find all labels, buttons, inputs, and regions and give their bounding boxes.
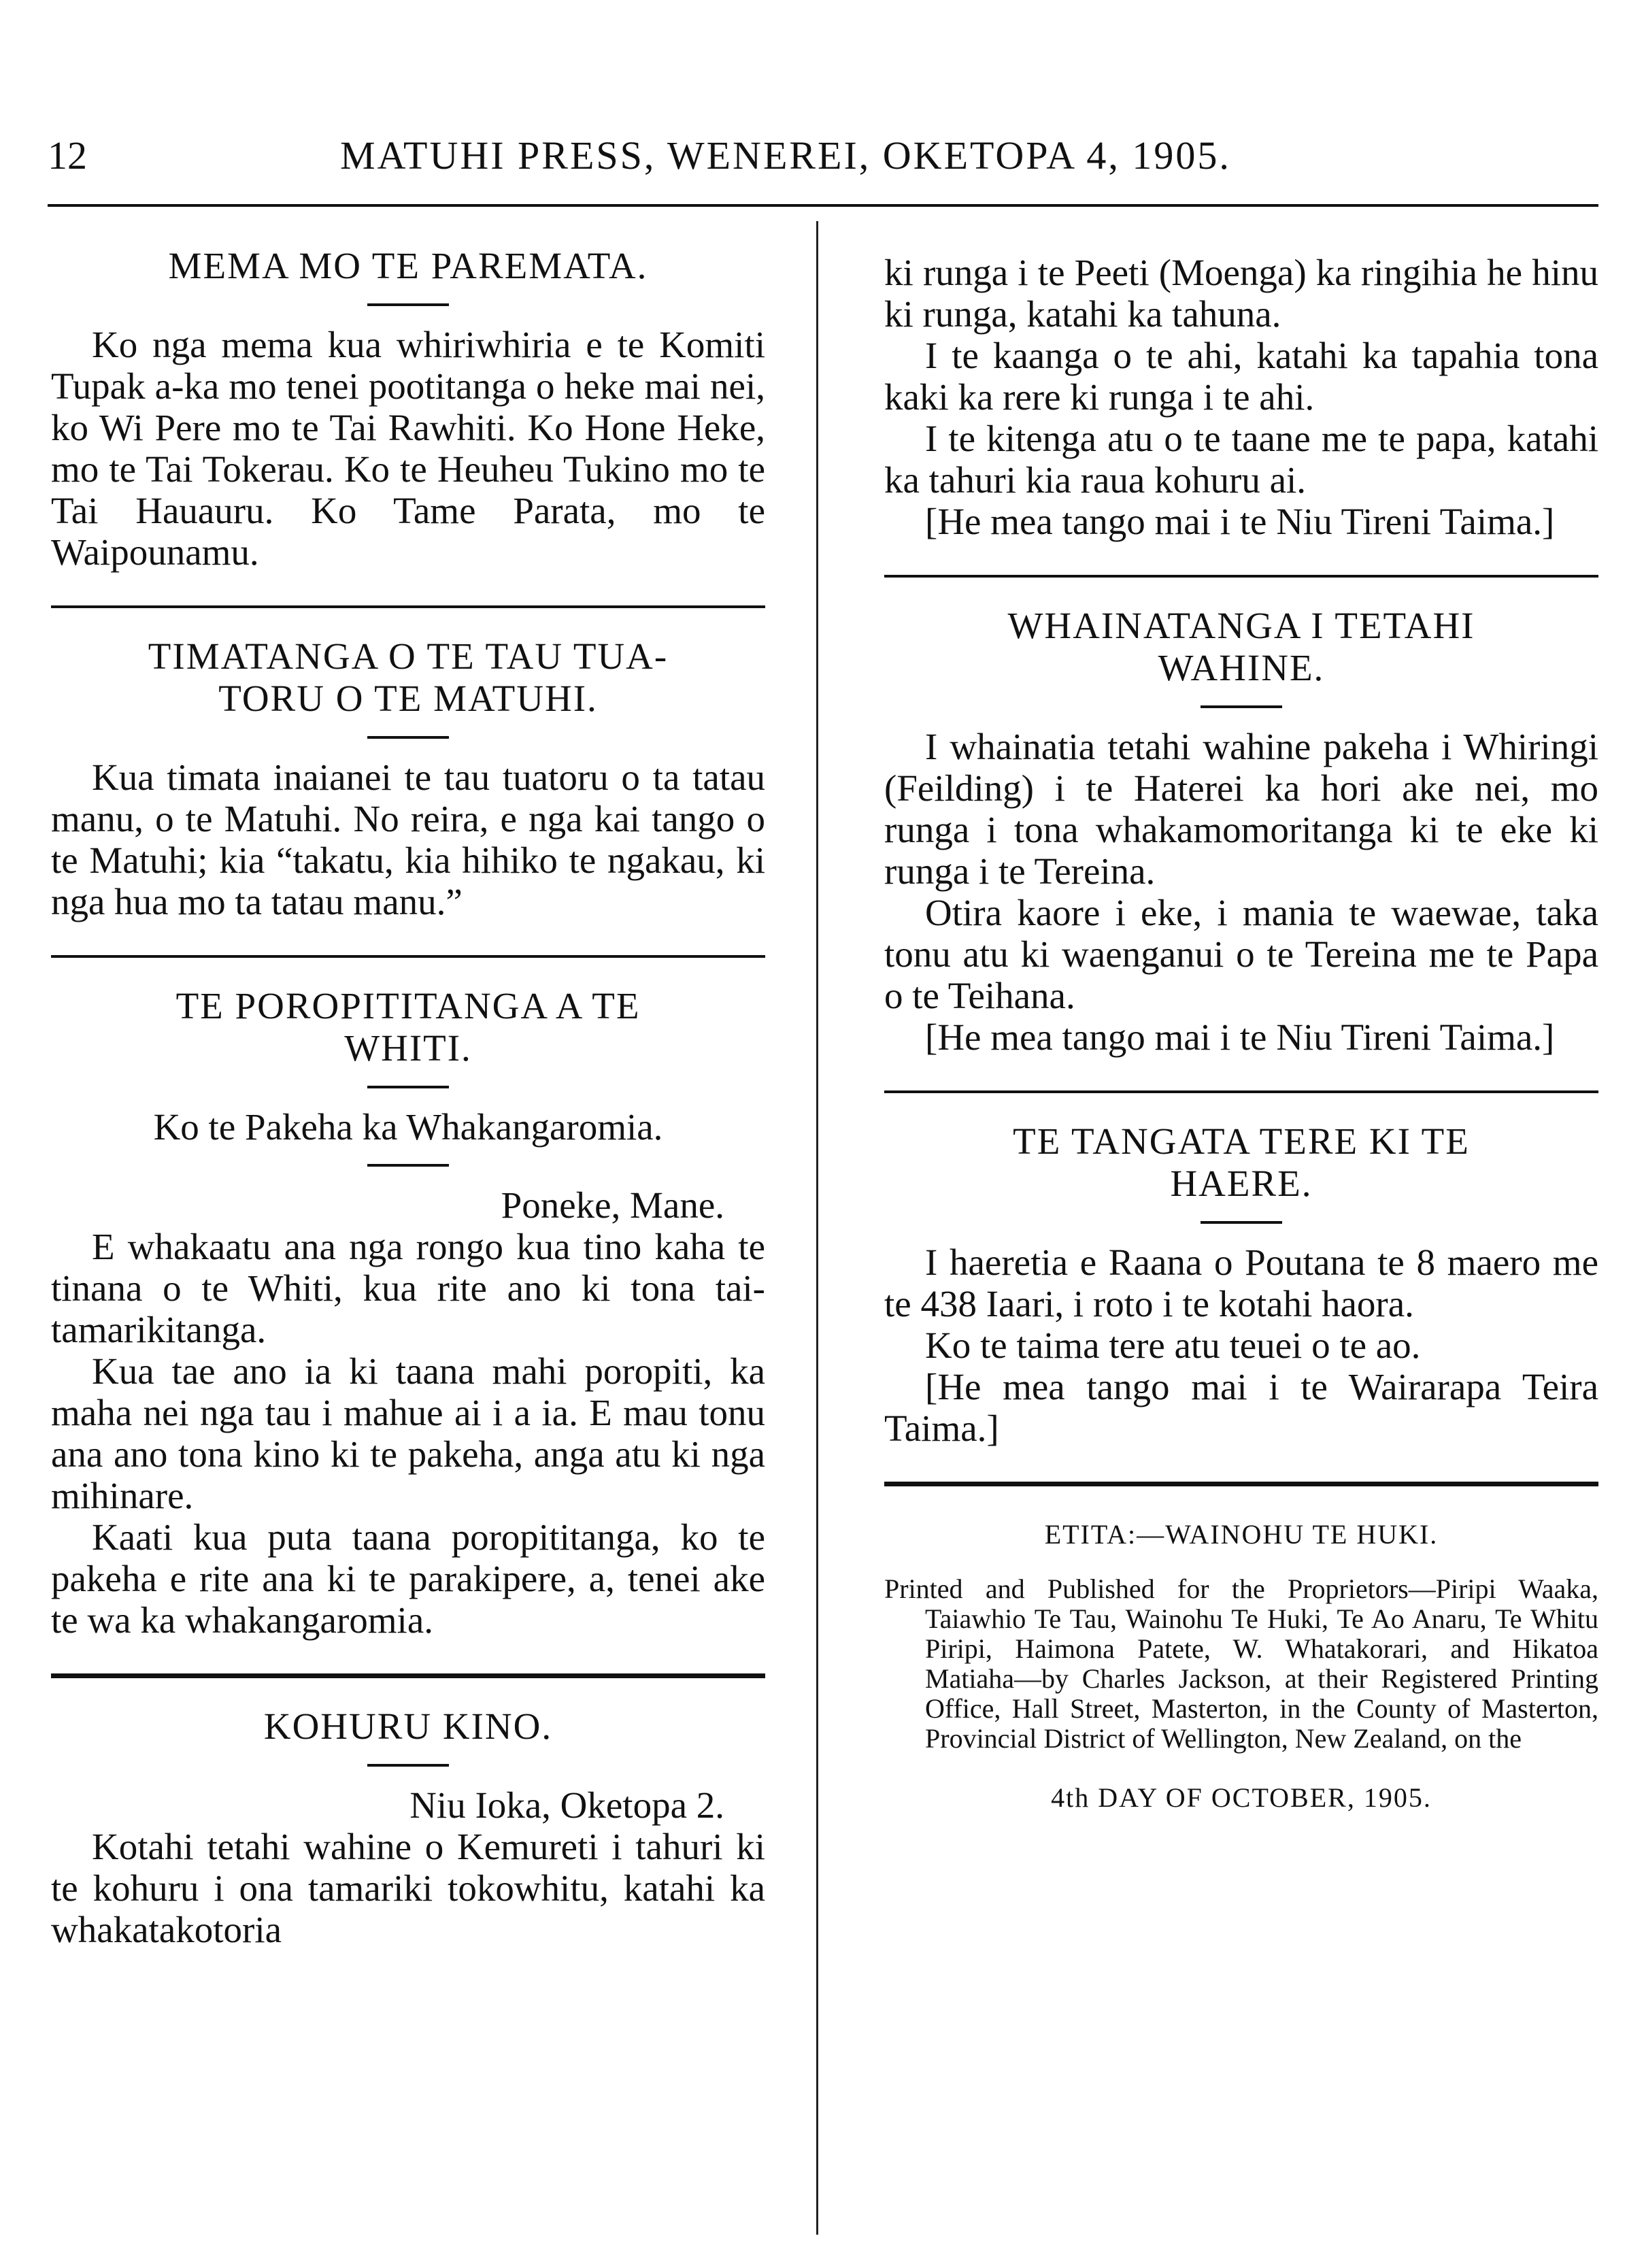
title-rule: [367, 303, 449, 306]
dateline: Niu Ioka, Oketopa 2.: [409, 1784, 724, 1826]
article-paragraph: E whakaatu ana nga rongo kua tino kaha te tinana o te Whiti, kua rite ano ki tona tai-tamarikitanga.: [51, 1226, 765, 1350]
article-paragraph: I haeretia e Raana o Poutana te 8 maero me te 438 Iaari, i roto i te kotahi haora.: [884, 1241, 1598, 1324]
article-paragraph: Kotahi tetahi wahine o Kemureti i tahuri ki te kohuru i ona tamariki tokowhitu, katahi ka whakatakotoria: [51, 1826, 765, 1950]
article-paragraph: Kua timata inaianei te tau tuatoru o ta tatau manu, o te Matuhi. No reira, e nga kai tango o te Matuhi; kia “takatu, kia hihiko te ngakau, ki nga hua mo ta tatau manu.”: [51, 756, 765, 922]
article-title: KOHURU KINO.: [263, 1705, 553, 1747]
article-paragraph: Ko te taima tere atu teuei o te ao.: [925, 1324, 1421, 1366]
article-timatanga: [51, 635, 765, 922]
article-title: [51, 635, 765, 720]
article-paragraph: Kaati kua puta taana poropititanga, ko te pakeha e rite ana ki te parakipere, a, tenei ake te wa ka whakangaromia.: [51, 1516, 765, 1641]
article-title-line: WHITI.: [344, 1027, 472, 1069]
header-rule: [48, 204, 1598, 207]
section-rule: [884, 1090, 1598, 1093]
article-title-line: TE TANGATA TERE KI TE: [1013, 1120, 1470, 1162]
article-paragraph: Otira kaore i eke, i mania te waewae, taka tonu atu ki waenganui o te Tereina me te Papa o te Teihana.: [884, 892, 1598, 1016]
imprint: Printed and Published for the Proprietors—Piripi Waaka, Taiawhio Te Tau, Wainohu Te Huki, Te Ao Anaru, Te Whitu Piripi, Haimona Patete, W. Whatakorari, and Hikatoa Matiaha—by Charles Jackson, at their Registered Printing Office, Hall Street, Masterton, in the County of Masterton, Provincial District of Wellington, New Zealand, on the: [884, 1573, 1598, 1754]
article-paragraph: I whainatia tetahi wahine pakeha i Whiringi (Feilding) i te Haterei ka hori ake nei, mo runga i tona whakamomoritanga ki te eke ki runga i te Tereina.: [884, 726, 1598, 892]
page-header: [48, 126, 1598, 194]
article-paragraph: I te kitenga atu o te taane me te papa, katahi ka tahuri kia raua kohuru ai.: [884, 418, 1598, 501]
section-rule: [51, 955, 765, 958]
colophon: [884, 1514, 1598, 1818]
article-title: [884, 1120, 1598, 1205]
section-rule: [884, 1482, 1598, 1486]
article-title-line: TORU O TE MATUHI.: [218, 678, 598, 719]
article-title: MEMA MO TE PAREMATA.: [168, 245, 648, 286]
article-paragraph: Ko nga mema kua whiriwhiria e te Komiti Tupak a-ka mo tenei pootitanga o heke mai nei, ko Wi Pere mo te Tai Rawhiti. Ko Hone Heke, mo te Tai Tokerau. Ko te Heuheu Tukino mo te Tai Hauauru. Ko Tame Parata, mo te Waipounamu.: [51, 324, 765, 573]
article-kohuru: [51, 1705, 765, 1950]
article-tangata-tere: [884, 1120, 1598, 1449]
title-rule: [1201, 1221, 1282, 1224]
article-title: [884, 605, 1598, 689]
article-title-line: HAERE.: [1170, 1163, 1313, 1204]
article-mema: [51, 245, 765, 573]
article-whainatanga: [884, 605, 1598, 1058]
page-number: 12: [48, 133, 87, 178]
article-paragraph: I te kaanga o te ahi, katahi ka tapahia tona kaki ka rere ki runga i te ahi.: [884, 335, 1598, 418]
article-paragraph: ki runga i te Peeti (Moenga) ka ringihia he hinu ki runga, katahi ka tahuna.: [884, 252, 1598, 335]
right-column: [884, 224, 1598, 1818]
article-poropititanga: [51, 985, 765, 1641]
title-rule: [367, 1764, 449, 1767]
source-credit: [He mea tango mai i te Niu Tireni Taima.]: [925, 501, 1555, 542]
left-column: [51, 224, 765, 1950]
column-divider: [816, 221, 818, 2235]
article-paragraph: Kua tae ano ia ki taana mahi poropiti, ka maha nei nga tau i mahue ai i a ia. E mau tonu ana ano tona kino ki te pakeha, anga atu ki nga mihinare.: [51, 1350, 765, 1516]
subtitle-rule: [367, 1164, 449, 1167]
article-title-line: WAHINE.: [1158, 647, 1325, 688]
dateline: Poneke, Mane.: [501, 1184, 724, 1226]
section-rule: [884, 575, 1598, 578]
editor-line: ETITA:—WAINOHU TE HUKI.: [1044, 1519, 1439, 1550]
imprint-date: 4th DAY OF OCTOBER, 1905.: [1051, 1782, 1432, 1813]
article-title: [51, 985, 765, 1069]
article-subtitle: Ko te Pakeha ka Whakangaromia.: [153, 1106, 663, 1148]
article-title-line: WHAINATANGA I TETAHI: [1007, 605, 1475, 646]
article-title-line: TIMATANGA O TE TAU TUA-: [148, 635, 669, 677]
article-kohuru-continued: [884, 252, 1598, 542]
section-rule: [51, 1673, 765, 1678]
source-credit: [He mea tango mai i te Wairarapa Teira Taima.]: [884, 1366, 1598, 1449]
section-rule: [51, 605, 765, 608]
title-rule: [1201, 705, 1282, 708]
title-rule: [367, 1086, 449, 1088]
article-title-line: TE POROPITITANGA A TE: [175, 985, 641, 1027]
running-head: MATUHI PRESS, WENEREI, OKETOPA 4, 1905.: [340, 133, 1231, 178]
source-credit: [He mea tango mai i te Niu Tireni Taima.]: [925, 1016, 1555, 1058]
title-rule: [367, 736, 449, 739]
